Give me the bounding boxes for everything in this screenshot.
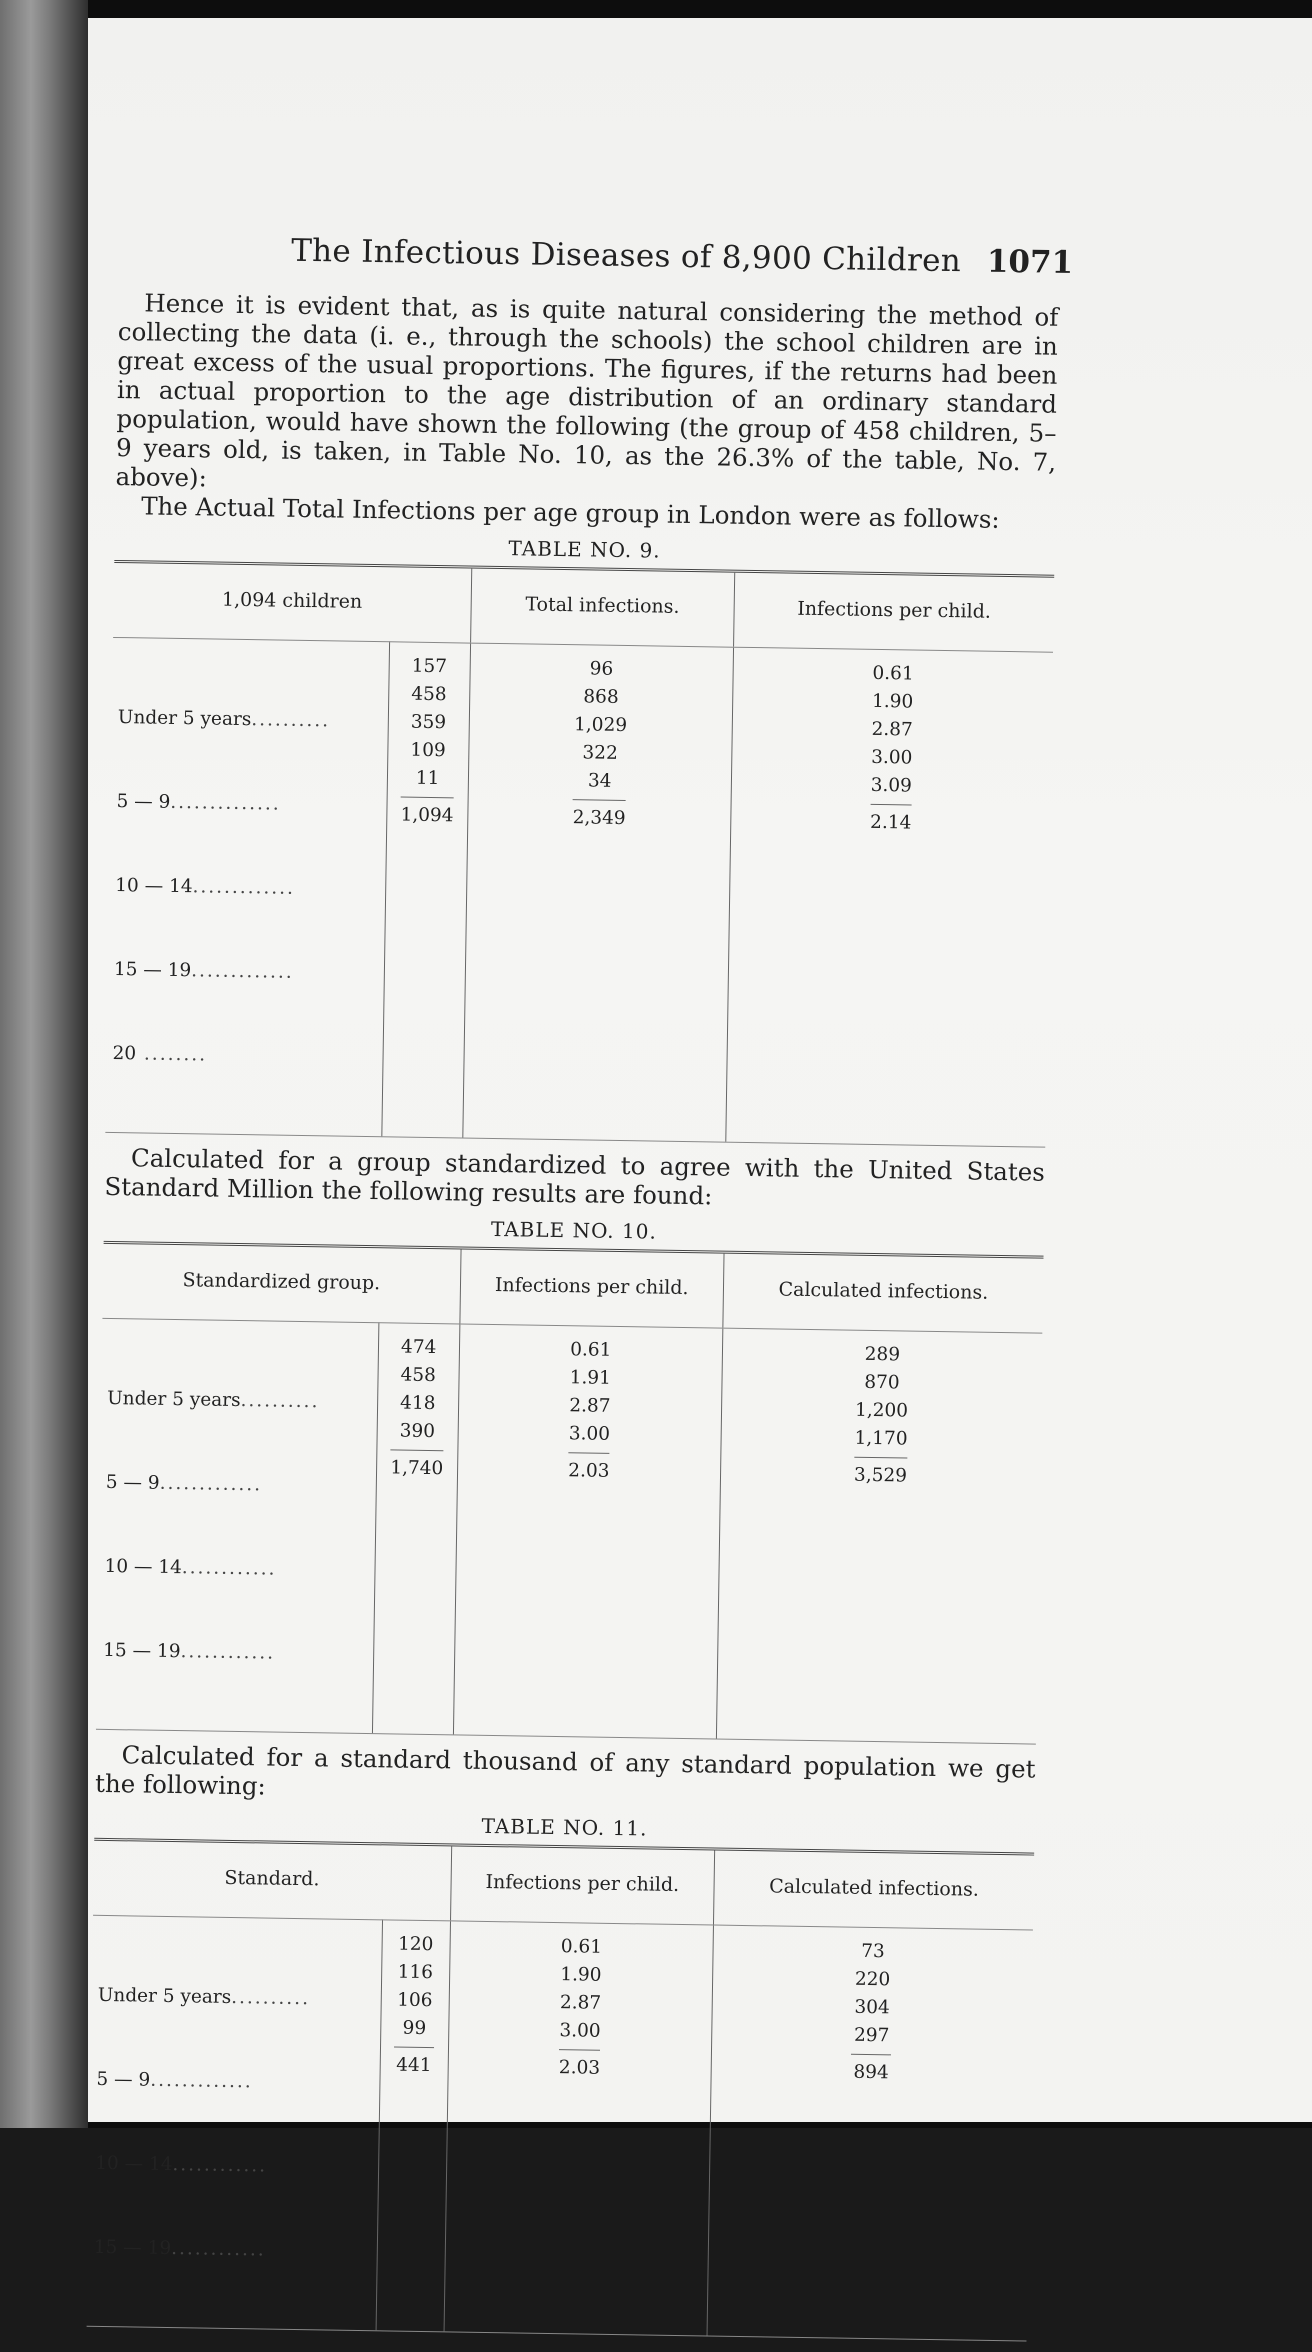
table-total-cell: 441 [394, 2047, 435, 2081]
table-cell: 1.91 [569, 1367, 612, 1389]
table9-caption: TABLE NO. 9. [508, 536, 661, 563]
table-cell: 11 [415, 767, 440, 790]
table-row-label: 15 — 19............. [113, 959, 294, 983]
table-row-label: Under 5 years.......... [107, 1387, 320, 1413]
table-total-cell: 3,529 [854, 1457, 907, 1491]
table-cell: 418 [399, 1392, 436, 1415]
page-content [86, 200, 1074, 2352]
table-row-label: 10 — 14............. [115, 875, 296, 899]
table9-header-total: Total infections. [470, 569, 734, 648]
table-cell: 2.87 [871, 718, 913, 741]
table-cell: 116 [397, 1961, 434, 1984]
table-row-label: 5 — 9............. [105, 1471, 263, 1496]
paragraph-3: Calculated for a group standardized to agree with the United States Standard Million the following results are found: [104, 1143, 1046, 1211]
table9-header-group: 1,094 children [113, 563, 471, 643]
table-row-label: Under 5 years.......... [97, 1984, 311, 2010]
table10-header-calculated: Calculated infections. [723, 1254, 1044, 1334]
table9-labels [105, 637, 389, 1136]
table-cell: 474 [400, 1336, 437, 1359]
table9-grid [105, 563, 1054, 1147]
table-total-cell: 894 [851, 2054, 892, 2088]
table-cell: 390 [399, 1420, 436, 1443]
table-row-label: 20 ........ [112, 1042, 208, 1066]
table-cell: 34 [587, 770, 612, 792]
page-number: 1071 [986, 243, 1074, 281]
table10-col-calculated [716, 1328, 1042, 1743]
table11-caption: TABLE NO. 11. [481, 1813, 648, 1841]
table-cell: 220 [854, 1968, 891, 1991]
table-cell: 3.09 [870, 774, 913, 797]
table11-col-standard [376, 1920, 451, 2332]
table-cell: 3.00 [568, 1423, 611, 1445]
table11-header-calculated: Calculated infections. [713, 1851, 1034, 1931]
table9-col-total-infections [463, 643, 734, 1142]
running-title: The Infectious Diseases of 8,900 Children [290, 232, 962, 280]
running-head [119, 230, 1074, 281]
table-cell: 3.00 [559, 2020, 601, 2042]
table-row-label: 15 — 19............ [103, 1639, 276, 1664]
paragraph-4: Calculated for a standard thousand of any standard population we get the following: [94, 1740, 1036, 1801]
table-cell: 0.61 [872, 662, 914, 685]
table-9 [105, 560, 1054, 1148]
table-cell: 0.61 [560, 1936, 603, 1958]
table11-grid [87, 1841, 1035, 2341]
table-cell: 289 [864, 1343, 901, 1366]
table-cell: 2.87 [569, 1395, 611, 1417]
table-cell: 322 [582, 742, 618, 764]
table-cell: 3.00 [871, 746, 913, 769]
table-cell: 1.90 [560, 1964, 602, 1986]
table-cell: 359 [410, 711, 447, 734]
table10-caption: TABLE NO. 10. [490, 1216, 657, 1244]
table-cell: 99 [402, 2017, 427, 2040]
table-cell: 109 [410, 739, 446, 762]
table-row-label: 5 — 9.............. [116, 791, 281, 815]
table-cell: 106 [397, 1989, 433, 2012]
table-cell: 157 [411, 655, 448, 678]
table-row-label: 10 — 14............ [104, 1555, 277, 1580]
table9-header-per-child: Infections per child. [733, 573, 1054, 653]
table11-header-per-child: Infections per child. [450, 1846, 714, 1925]
table11-header-group: Standard. [93, 1841, 451, 1921]
table-cell: 1.90 [871, 690, 914, 713]
table-cell: 1,200 [854, 1399, 909, 1422]
paragraph-2: The Actual Total Infections per age group in London were as follows: [140, 491, 1000, 534]
table11-col-per-child [444, 1921, 714, 2336]
table-cell: 2.87 [559, 1992, 602, 2014]
table10-col-per-child [453, 1324, 723, 1739]
table-cell: 1,170 [854, 1427, 908, 1450]
table11-col-calculated [707, 1925, 1033, 2340]
table-cell: 96 [589, 658, 614, 680]
table-cell: 304 [854, 1996, 890, 2019]
table10-col-group [372, 1323, 459, 1735]
table-total-cell: 2.03 [559, 2049, 601, 2083]
table-cell: 0.61 [570, 1339, 612, 1361]
table-row-label: Under 5 years.......... [117, 707, 331, 732]
table-cell: 868 [583, 686, 619, 708]
table10-body [96, 1318, 1042, 1743]
table-cell: 120 [397, 1933, 434, 1956]
table-row-label: 15 — 19............ [93, 2236, 266, 2261]
table10-header-group: Standardized group. [102, 1244, 460, 1324]
table-cell: 458 [411, 683, 447, 706]
table10-header-per-child: Infections per child. [460, 1249, 724, 1328]
table-cell: 458 [400, 1364, 437, 1387]
table10-labels [96, 1318, 379, 1733]
table9-body [105, 637, 1053, 1146]
table-11 [87, 1838, 1035, 2342]
table9-col-per-child [726, 647, 1053, 1146]
table-total-cell: 2,349 [572, 799, 625, 833]
table-10 [96, 1241, 1044, 1745]
table-total-cell: 1,094 [400, 796, 453, 830]
table11-labels [87, 1915, 382, 2330]
table-row-label: 10 — 14............ [94, 2152, 268, 2177]
table-cell: 1,029 [573, 714, 628, 737]
table10-grid [96, 1244, 1044, 1744]
table-total-cell: 2.03 [568, 1452, 610, 1486]
table9-col-children [381, 642, 470, 1138]
table-row-label: 5 — 9............. [96, 2068, 253, 2093]
table-cell: 297 [853, 2024, 890, 2047]
paragraph-1: Hence it is evident that, as is quite natural considering the method of collecting the data (i. e., through the schools) the school children are in great excess of the usual proportions. The figures, if the returns had been in actual proportion to the age distribution of an ordinary standard population, would have shown the following (the group of 458 children, 5–9 years old, is taken, in Table No. 10, as the 26.3% of the table, No. 7, above): [115, 288, 1059, 493]
table-total-cell: 2.14 [870, 804, 912, 838]
table-cell: 870 [864, 1371, 900, 1394]
table-total-cell: 1,740 [390, 1449, 443, 1483]
book-spine-edge [0, 0, 88, 2128]
table-cell: 73 [861, 1940, 885, 1963]
